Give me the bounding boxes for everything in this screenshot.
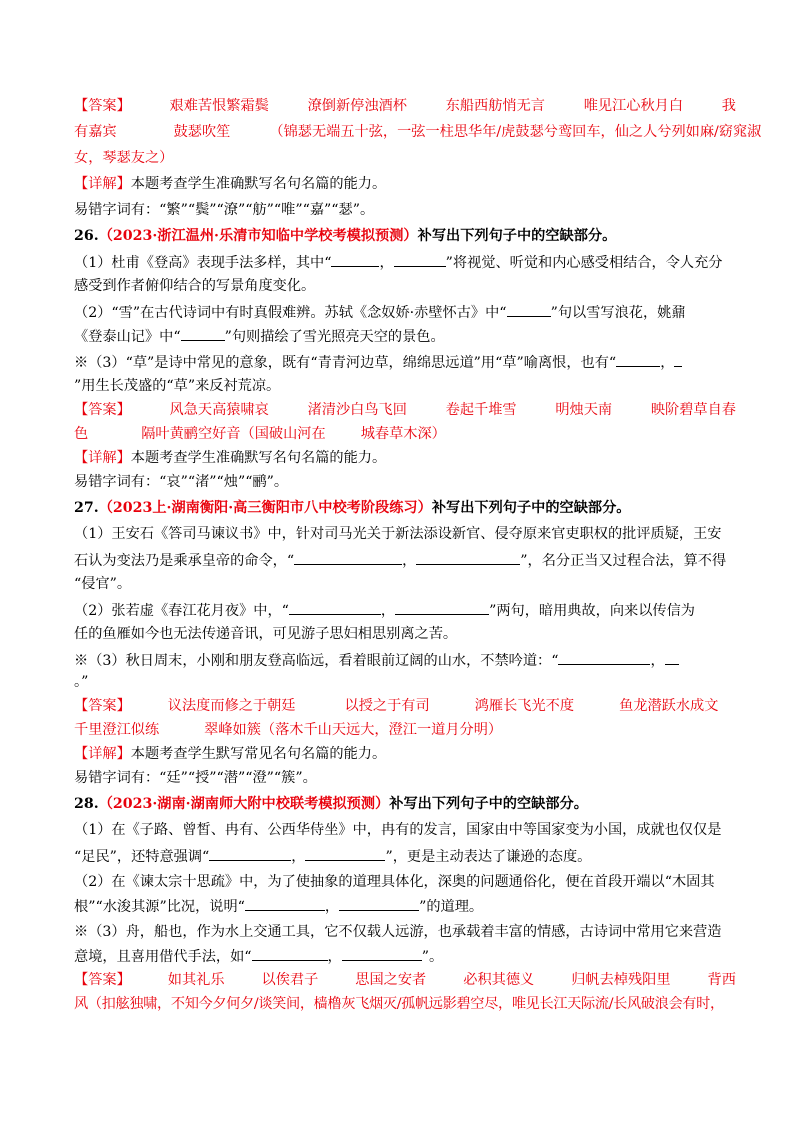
q27-answer-line-1 xyxy=(74,696,736,716)
answer-item: 背西 xyxy=(707,972,736,988)
blank[interactable] xyxy=(665,650,679,665)
blank[interactable] xyxy=(181,326,225,341)
question-26-header xyxy=(74,226,736,246)
q28-part-2: （2）在《谏太宗十思疏》中，为了使抽象的道理具体化，深奥的问题通俗化，便在首段开端以“木固其 xyxy=(74,874,715,890)
question-source: （2023·湖南·湖南师大附中校联考模拟预测） xyxy=(98,796,390,812)
question-number: 28. xyxy=(74,796,99,812)
blank[interactable] xyxy=(342,946,422,961)
q26-part-1: （1）杜甫《登高》表现手法多样，其中“ ， ”将视觉、听觉和内心感受相结合，令人充分 xyxy=(74,252,736,273)
detail-label: 【详解】 xyxy=(74,176,131,192)
answer-item: 隔叶黄鹂空好音（国破山河在 xyxy=(141,426,326,442)
q26-detail: 【详解】本题考查学生准确默写名句名篇的能力。 xyxy=(74,450,387,466)
question-27-header xyxy=(74,498,736,518)
answer-label: 【答案】 xyxy=(74,402,131,418)
q27-part-1-end: “侵官”。 xyxy=(74,576,132,592)
blank[interactable] xyxy=(339,896,419,911)
q27-part-2: （2）张若虚《春江花月夜》中，“ ， ”两句，暗用典故，向来以传信为 xyxy=(74,600,736,621)
q28-part-1: （1）在《子路、曾皙、冉有、公西华侍坐》中，冉有的发言，国家由中等国家变为小国，成就也仅仅是 xyxy=(74,822,722,838)
q26-error-words: 易错字词有：“哀”“渚”“烛”“鹂”。 xyxy=(74,474,289,490)
answer-item: 映阶碧草自春 xyxy=(650,402,736,418)
q27-answer-line-2 xyxy=(74,720,736,740)
answer-item: 潦倒新停浊酒杯 xyxy=(307,98,407,114)
q26-part-1-cont: 感受到作者俯仰结合的写景角度变化。 xyxy=(74,278,316,294)
q28-part-3-cont: 意境，且喜用借代手法，如“ ， ”。 xyxy=(74,946,736,967)
answer-label: 【答案】 xyxy=(74,98,131,114)
q26-part-2: （2）“雪”在古代诗词中有时真假难辨。苏轼《念奴娇·赤壁怀古》中“ ”句以雪写浪花，姚鼐 xyxy=(74,302,736,323)
answer-item: 鱼龙潜跃水成文 xyxy=(619,698,719,714)
blank[interactable] xyxy=(416,550,520,565)
blank[interactable] xyxy=(395,600,489,615)
blank[interactable] xyxy=(331,252,379,267)
blank[interactable] xyxy=(289,600,381,615)
q26-part-3-cont: ”用生长茂盛的“草”来反衬荒凉。 xyxy=(74,378,281,394)
answer-item: 城春草木深） xyxy=(360,426,446,442)
answer-item: 千里澄江似练 xyxy=(74,722,160,738)
answer-label: 【答案】 xyxy=(74,972,131,988)
question-source: （2023·浙江温州·乐清市知临中学校考模拟预测） xyxy=(98,228,418,244)
blank[interactable] xyxy=(252,946,328,961)
q27-part-1-cont: 石认为变法乃是乘承皇帝的命令，“ ， ”，名分正当又过程合法，算不得 xyxy=(74,550,736,571)
answer-item: 渚清沙白鸟飞回 xyxy=(307,402,407,418)
blank[interactable] xyxy=(209,846,291,861)
answer-item: 明烛天南 xyxy=(555,402,613,418)
q27-part-1: （1）王安石《答司马谏议书》中，针对司马光关于新法添设新官、侵夺原来官吏职权的批评质疑，王安 xyxy=(74,526,722,542)
answer-item: 如其礼乐 xyxy=(167,972,225,988)
answer-item: 归帆去棹残阳里 xyxy=(571,972,671,988)
blank[interactable] xyxy=(674,352,682,367)
answer-item: 风急天高猿啸哀 xyxy=(169,402,269,418)
q25-answer-line-3: 女，琴瑟友之） xyxy=(74,150,174,166)
q25-answer-line-1 xyxy=(74,96,736,116)
question-prompt: 补写出下列句子中的空缺部分。 xyxy=(389,796,588,812)
q27-part-2-cont: 任的鱼雁如今也无法传递音讯，可见游子思妇相思别离之苦。 xyxy=(74,626,458,642)
q25-answer-line-2 xyxy=(74,122,762,142)
q25-error-words: 易错字词有：“繁”“鬓”“潦”“舫”“唯”“嘉”“瑟”。 xyxy=(74,202,375,218)
answer-item: 鸿雁长飞光不度 xyxy=(474,698,575,714)
q28-part-2-cont: 根”“水浚其源”比况，说明“ ， ”的道理。 xyxy=(74,896,736,917)
q28-answer-line-2: 风（扣舷独啸，不知今夕何夕/谈笑间，樯橹灰飞烟灭/孤帆远影碧空尽，唯见长江天际流/长风破浪会有时， xyxy=(74,996,724,1012)
blank[interactable] xyxy=(507,302,551,317)
answer-item: 议法度而修之于朝廷 xyxy=(167,698,296,714)
q28-part-1-cont: “足民”，还特意强调“ ， ”，更是主动表达了谦逊的态度。 xyxy=(74,846,736,867)
q28-part-3: ※（3）舟，船也，作为水上交通工具，它不仅载人远游，也承载着丰富的情感，古诗词中常用它来营造 xyxy=(74,924,722,940)
q27-part-3-cont: 。” xyxy=(74,674,89,690)
q26-part-2-cont: 《登泰山记》中“ ”句则描绘了雪光照亮天空的景色。 xyxy=(74,326,736,347)
question-source: （2023上·湖南衡阳·高三衡阳市八中校考阶段练习） xyxy=(98,500,432,516)
q28-answer-line-1 xyxy=(74,970,736,990)
answer-item: 卷起千堆雪 xyxy=(445,402,517,418)
answer-item: 东船西舫悄无言 xyxy=(445,98,545,114)
detail-label: 【详解】 xyxy=(74,450,131,466)
blank[interactable] xyxy=(558,650,650,665)
answer-item: 以授之于有司 xyxy=(344,698,430,714)
question-prompt: 补写出下列句子中的空缺部分。 xyxy=(417,228,617,244)
blank[interactable] xyxy=(245,896,325,911)
question-number: 27. xyxy=(74,500,99,516)
answer-item: 有嘉宾 xyxy=(74,124,117,140)
answer-item: 以俟君子 xyxy=(261,972,319,988)
answer-item: 色 xyxy=(74,426,89,442)
answer-item: 鼓瑟吹笙 xyxy=(173,124,231,140)
q27-detail: 【详解】本题考查学生默写常见名句名篇的能力。 xyxy=(74,746,387,762)
blank[interactable] xyxy=(294,550,402,565)
question-number: 26. xyxy=(74,228,99,244)
answer-item: 艰难苦恨繁霜鬓 xyxy=(169,98,269,114)
q26-answer-line-2 xyxy=(74,424,736,444)
question-28-header xyxy=(74,794,736,814)
answer-item: 必积其德义 xyxy=(463,972,535,988)
answer-item: 思国之安者 xyxy=(355,972,427,988)
answer-item: 翠峰如簇（落木千山天远大，澄江一道月分明） xyxy=(204,722,503,738)
blank[interactable] xyxy=(616,352,660,367)
q27-error-words: 易错字词有：“廷”“授”“潜”“澄”“簇”。 xyxy=(74,770,317,786)
answer-item: （锦瑟无端五十弦，一弦一柱思华年/虎鼓瑟兮鸾回车，仙之人兮列如麻/窈窕淑 xyxy=(269,124,762,140)
q26-part-3: ※（3）“草”是诗中常见的意象，既有“青青河边草，绵绵思远道”用“草”喻离恨，也有“ ， xyxy=(74,352,736,373)
answer-item: 唯见江心秋月白 xyxy=(583,98,684,114)
question-prompt: 补写出下列句子中的空缺部分。 xyxy=(431,500,631,516)
answer-item: 我 xyxy=(721,98,736,114)
detail-label: 【详解】 xyxy=(74,746,131,762)
q26-answer-line-1 xyxy=(74,400,736,420)
blank[interactable] xyxy=(305,846,385,861)
q27-part-3: ※（3）秋日周末，小刚和朋友登高临远，看着眼前辽阔的山水，不禁吟道：“ ， xyxy=(74,650,736,671)
answer-label: 【答案】 xyxy=(74,698,131,714)
blank[interactable] xyxy=(394,252,446,267)
q25-detail: 【详解】本题考查学生准确默写名句名篇的能力。 xyxy=(74,176,387,192)
